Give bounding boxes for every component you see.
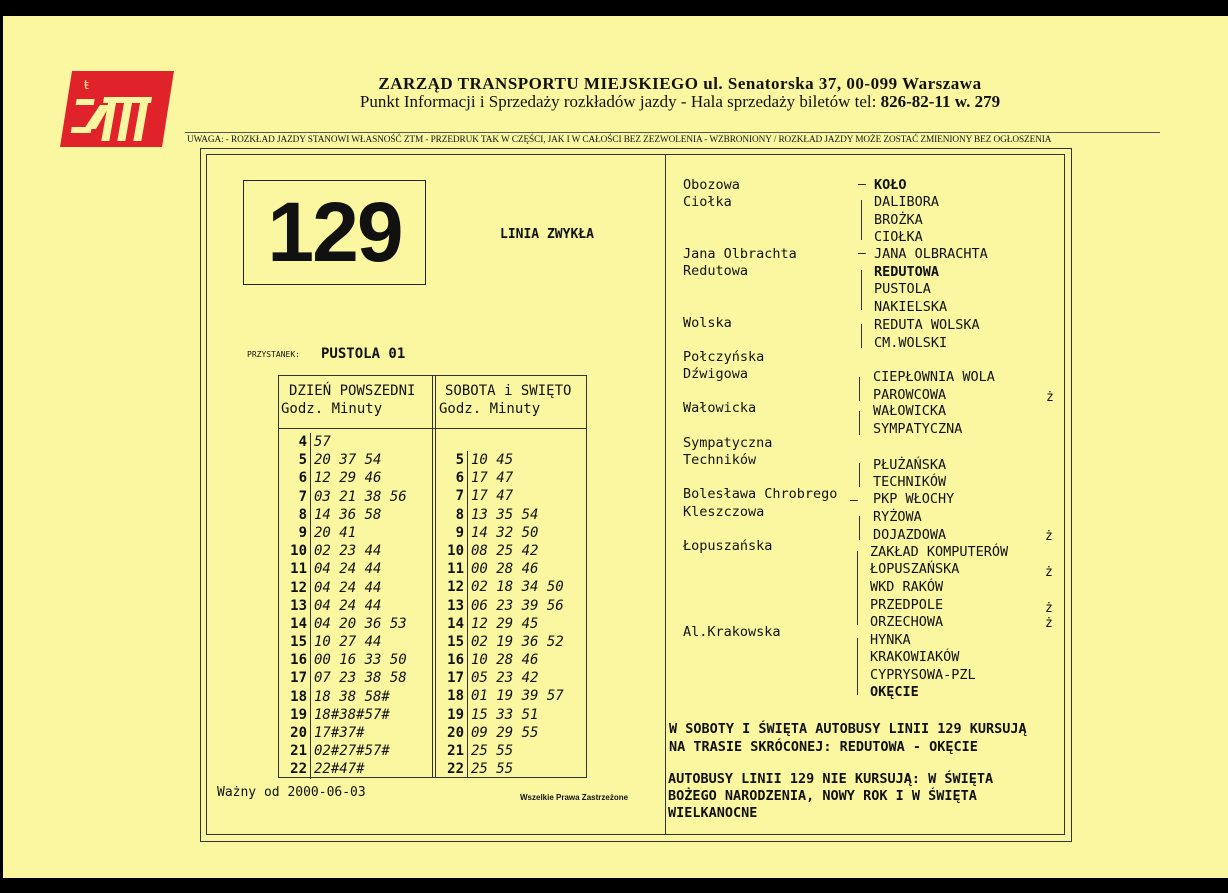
street-name: Wałowicka [683, 400, 757, 417]
svg-text:ŧ: ŧ [84, 78, 89, 92]
street-name: Al.Krakowska [683, 623, 781, 640]
valid-from: Ważny od 2000-06-03 [217, 785, 366, 800]
route-stop: JANA OLBRACHTA [874, 246, 988, 262]
street-name [683, 280, 837, 297]
timetable-row [276, 651, 407, 669]
copyright-warning: UWAGA: - ROZKŁAD JAZDY STANOWI WŁASNOŚĆ ZTM - PRZEDRUK TAK W CZĘŚCI, JAK I W CAŁOŚCI BEZ ZEZWOLENIA - WZBRONIONY / ROZKŁAD JAZDY MOŻE ZOSTAĆ ZMIENIONY BEZ OGŁOSZENIA [187, 135, 1052, 145]
timetable-row [433, 542, 564, 560]
street-name: Połczyńska [683, 348, 765, 365]
hour-cell: 20 [433, 724, 468, 742]
route-stop: REDUTOWA [874, 264, 940, 280]
on-demand-mark: ż [1045, 601, 1053, 616]
holiday-notice-line: AUTOBUSY LINII 129 NIE KURSUJĄ: W ŚWIĘTA [668, 771, 994, 787]
header-phone: 826-82-11 w. 279 [880, 92, 1001, 111]
hour-cell: 8 [433, 506, 468, 524]
hour-cell: 14 [276, 615, 311, 633]
street-name: Redutowa [683, 262, 749, 279]
street-name [683, 572, 837, 589]
route-bar [859, 411, 860, 435]
route-stop: PRZEDPOLE [870, 597, 944, 613]
hour-cell: 20 [276, 724, 311, 742]
timetable-row [276, 615, 407, 633]
timetable-row [276, 669, 407, 687]
minutes-cell: 25 55 [471, 743, 514, 759]
line-number-box [243, 180, 426, 285]
minutes-cell: 08 25 42 [471, 542, 539, 559]
route-stop: WKD RAKÓW [870, 579, 944, 595]
hour-cell: 7 [433, 487, 468, 505]
street-name [683, 555, 837, 572]
route-bar [857, 638, 858, 695]
on-demand-mark: ż [1045, 616, 1053, 631]
route-stop: TECHNIKÓW [873, 474, 947, 490]
route-stop: REDUTA WOLSKA [874, 317, 980, 333]
route-stop: PAROWCOWA [873, 387, 947, 403]
timetable-row [433, 724, 564, 742]
hour-cell: 5 [276, 451, 311, 469]
minutes-cell: 00 16 33 50 [314, 652, 407, 669]
minutes-cell: 10 28 46 [471, 652, 539, 669]
timetable-row [433, 742, 564, 760]
hour-cell: 19 [276, 706, 311, 724]
hour-cell: 21 [433, 742, 468, 760]
timetable-row [433, 578, 564, 596]
header-info [185, 92, 1175, 112]
header-info-text: Punkt Informacji i Sprzedaży rozkładów jazdy - Hala sprzedaży biletów tel: [359, 92, 881, 111]
minutes-cell: 13 35 54 [471, 506, 539, 523]
weekend-title: SOBOTA i SWIĘTO [445, 383, 572, 399]
hour-cell: 18 [276, 688, 311, 706]
holiday-notice [668, 771, 993, 822]
street-name [683, 658, 837, 675]
hour-cell: 9 [433, 524, 468, 542]
weekend-notice-line: W SOBOTY I ŚWIĘTA AUTOBUSY LINII 129 KURSUJĄ [669, 721, 1027, 737]
hour-cell: 6 [433, 469, 468, 487]
street-name: Ciołka [683, 194, 732, 211]
holiday-notice-line: BOŻEGO NARODZENIA, NOWY ROK I W ŚWIĘTA [668, 788, 977, 804]
route-stop: ŁOPUSZAŃSKA [870, 561, 960, 577]
minutes-cell: 22#47# [314, 761, 365, 778]
hour-cell: 6 [276, 469, 311, 487]
hour-cell: 16 [433, 651, 468, 669]
street-name [683, 641, 837, 658]
timetable-row [276, 742, 407, 760]
minutes-cell: 02 18 34 50 [471, 579, 564, 596]
hour-cell: 12 [433, 578, 468, 596]
street-name [683, 607, 837, 624]
route-stop: CIOŁKA [874, 229, 923, 245]
minutes-cell: 15 33 51 [471, 706, 539, 723]
minutes-cell: 12 29 45 [471, 615, 539, 632]
header-org: ZARZĄD TRANSPORTU MIEJSKIEGO ul. Senatorska 37, 00-099 Warszawa [378, 74, 982, 93]
minutes-cell: 09 29 55 [471, 724, 539, 741]
route-bar [861, 270, 862, 310]
minutes-cell: 14 36 58 [314, 506, 382, 523]
route-stop: NAKIELSKA [874, 299, 948, 315]
minutes-cell: 10 45 [471, 452, 514, 468]
timetable-row [276, 760, 407, 778]
timetable-row [276, 524, 407, 542]
hour-cell: 15 [433, 633, 468, 651]
weekday-subtitle: Godz. Minuty [281, 401, 383, 417]
timetable-row [276, 451, 407, 469]
street-name [683, 332, 837, 349]
minutes-cell: 02 19 36 52 [471, 633, 564, 650]
route-bar [859, 516, 860, 540]
timetable-row [433, 451, 564, 469]
hour-cell: 13 [276, 597, 311, 615]
minutes-cell: 25 55 [471, 761, 514, 778]
weekend-subtitle: Godz. Minuty [439, 401, 541, 417]
stop-label: PRZYSTANEK: [247, 350, 300, 359]
timetable-row [276, 506, 407, 524]
timetable-row [433, 487, 564, 505]
minutes-cell: 02#27#57# [314, 743, 390, 760]
on-demand-mark: ż [1045, 565, 1053, 580]
timetable-row [433, 597, 564, 615]
on-demand-mark: ż [1045, 529, 1053, 544]
route-stop: ORZECHOWA [870, 614, 944, 630]
timetable-row [433, 669, 564, 687]
timetable-row [433, 687, 564, 705]
hour-cell: 10 [276, 542, 311, 560]
street-name [683, 297, 837, 314]
street-name [683, 211, 837, 228]
hour-cell: 18 [433, 687, 468, 705]
route-dash: – [858, 177, 866, 192]
street-name: Techników [683, 452, 757, 468]
minutes-cell: 17 47 [471, 488, 514, 505]
hour-cell: 22 [433, 760, 468, 778]
route-dash: – [858, 246, 866, 261]
route-bar [861, 324, 862, 348]
route-stop: KOŁO [874, 177, 907, 193]
weekend-header [439, 382, 572, 418]
timetable-row [433, 615, 564, 633]
street-name: Sympatyczna [683, 434, 773, 451]
minutes-cell: 04 20 36 53 [314, 615, 407, 632]
street-name [683, 229, 837, 246]
timetable-row [433, 706, 564, 724]
route-stop: SYMPATYCZNA [873, 421, 963, 437]
timetable-row [276, 724, 407, 742]
hour-cell: 5 [433, 451, 468, 469]
route-dash: – [850, 493, 858, 508]
minutes-cell: 05 23 42 [471, 670, 539, 687]
weekday-title: DZIEŃ POWSZEDNI [289, 383, 416, 399]
minutes-cell: 17 47 [471, 470, 514, 487]
minutes-cell: 07 23 38 58 [314, 670, 407, 687]
minutes-cell: 18#38#57# [314, 706, 390, 723]
street-name [683, 521, 837, 538]
hour-cell: 22 [276, 760, 311, 778]
minutes-cell: 04 24 44 [314, 597, 382, 614]
route-stop: WAŁOWICKA [873, 403, 947, 419]
timetable-row [433, 469, 564, 487]
route-bar [859, 377, 860, 401]
minutes-cell: 04 24 44 [314, 561, 382, 578]
timetable-row [276, 433, 407, 451]
hour-cell: 21 [276, 742, 311, 760]
minutes-cell: 04 24 44 [314, 579, 382, 596]
timetable-row [276, 469, 407, 487]
hour-cell: 4 [276, 433, 311, 451]
timetable-header-rule [279, 428, 586, 429]
minutes-cell: 01 19 39 57 [471, 688, 564, 705]
minutes-cell: 06 23 39 56 [471, 597, 564, 614]
route-stop: PUSTOLA [874, 281, 931, 297]
timetable-row [276, 597, 407, 615]
hour-cell: 12 [276, 579, 311, 597]
street-name: Wolska [683, 314, 732, 331]
route-stop: RYŻOWA [873, 509, 922, 525]
minutes-cell: 00 28 46 [471, 561, 539, 578]
weekend-notice [669, 720, 1027, 756]
minutes-cell: 12 29 46 [314, 470, 382, 487]
minutes-cell: 17#37# [314, 725, 365, 741]
route-stop: PKP WŁOCHY [873, 491, 955, 507]
street-name: Dźwigowa [683, 366, 749, 383]
route-stop: BROŻKA [874, 212, 923, 228]
holiday-notice-line: WIELKANOCNE [668, 805, 758, 821]
hour-cell: 11 [433, 560, 468, 578]
hour-cell: 19 [433, 706, 468, 724]
timetable-row [276, 706, 407, 724]
hour-cell: 16 [276, 651, 311, 669]
minutes-cell: 20 41 [314, 524, 357, 541]
stop-name: PUSTOLA 01 [321, 346, 406, 362]
street-name [683, 590, 837, 607]
timetable-row [433, 633, 564, 651]
timetable-row [433, 506, 564, 524]
hour-cell: 10 [433, 542, 468, 560]
route-stop: DOJAZDOWA [873, 527, 947, 543]
minutes-cell: 03 21 38 56 [314, 488, 407, 505]
hour-cell: 17 [433, 669, 468, 687]
hour-cell: 14 [433, 615, 468, 633]
route-stop: KRAKOWIAKÓW [870, 649, 960, 665]
route-stop: PŁUŻAŃSKA [873, 457, 947, 473]
hour-cell: 17 [276, 669, 311, 687]
timetable-row [433, 760, 564, 778]
street-name: Łopuszańska [683, 537, 773, 554]
column-divider [665, 154, 666, 835]
minutes-cell: 14 32 50 [471, 524, 539, 541]
route-stop: CM.WOLSKI [874, 335, 948, 351]
hour-cell: 15 [276, 633, 311, 651]
minutes-cell: 02 23 44 [314, 543, 382, 560]
route-stop: CYPRYSOWA-PZL [870, 667, 976, 683]
street-name [683, 675, 837, 692]
hour-cell: 11 [276, 560, 311, 578]
hour-cell: 13 [433, 597, 468, 615]
timetable-row [276, 579, 407, 597]
route-streets [683, 177, 837, 693]
street-name [683, 469, 837, 486]
route-stop: OKĘCIE [870, 684, 919, 700]
route-stop: ZAKŁAD KOMPUTERÓW [870, 544, 1009, 560]
route-stop: CIEPŁOWNIA WOLA [873, 369, 995, 385]
timetable-row [276, 542, 407, 560]
on-demand-mark: ż [1046, 390, 1054, 405]
minutes-cell: 10 27 44 [314, 634, 382, 651]
route-bar [861, 200, 862, 240]
hour-cell: 8 [276, 506, 311, 524]
timetable-row [276, 688, 407, 706]
line-number: 129 [267, 185, 402, 279]
timetable-row [433, 651, 564, 669]
minutes-cell: 18 38 58# [314, 688, 390, 705]
timetable [278, 375, 587, 778]
street-name: Jana Olbrachta [683, 245, 797, 262]
street-name: Bolesława Chrobrego [683, 486, 838, 503]
weekend-notice-line: NA TRASIE SKRÓCONEJ: REDUTOWA - OKĘCIE [669, 739, 978, 755]
weekend-rows [433, 451, 564, 778]
weekday-header [281, 382, 416, 418]
timetable-row [433, 560, 564, 578]
header-rule [185, 132, 1160, 133]
rights-reserved: Wszelkie Prawa Zastrzeżone [520, 793, 629, 802]
timetable-row [276, 560, 407, 578]
street-name: Kleszczowa [683, 503, 765, 520]
weekday-rows [276, 433, 407, 779]
route-stop: DALIBORA [874, 194, 940, 210]
hour-cell: 9 [276, 524, 311, 542]
street-name [683, 418, 837, 435]
minutes-cell: 20 37 54 [314, 452, 382, 469]
timetable-row [276, 488, 407, 506]
timetable-row [276, 633, 407, 651]
route-bar [859, 463, 860, 487]
timetable-row [433, 524, 564, 542]
line-type: LINIA ZWYKŁA [500, 227, 594, 242]
minutes-cell: 57 [314, 434, 331, 450]
street-name: Obozowa [683, 177, 740, 193]
ztm-logo [54, 69, 174, 149]
street-name [683, 383, 837, 400]
hour-cell: 7 [276, 488, 311, 506]
route-bar [857, 551, 858, 625]
route-stop: HYNKA [870, 632, 911, 648]
